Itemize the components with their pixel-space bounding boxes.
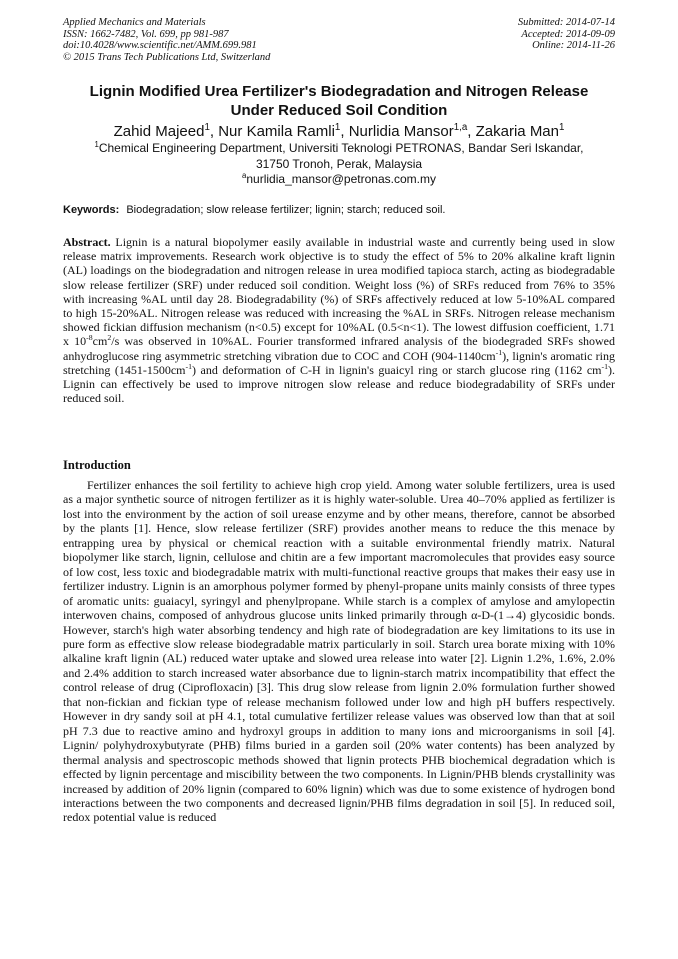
journal-copyright: © 2015 Trans Tech Publications Ltd, Switzerland [63, 51, 271, 63]
journal-issn: ISSN: 1662-7482, Vol. 699, pp 981-987 [63, 28, 229, 40]
abstract-text: ) and deformation of C-H in lignin's guaicyl ring or starch glucose ring (1162 cm [192, 362, 602, 377]
abstract-text: cm [92, 334, 108, 349]
email-text[interactable]: nurlidia_mansor@petronas.com.my [246, 172, 436, 186]
keywords-text: Biodegradation; slow release fertilizer; lignin; starch; reduced soil. [126, 204, 446, 216]
affiliation-mark: 1 [94, 140, 99, 149]
journal-doi[interactable]: doi:10.4028/www.scientific.net/AMM.699.981 [63, 40, 257, 51]
abstract-superscript: -1 [495, 347, 503, 357]
submitted-date: Submitted: 2014-07-14 [517, 17, 615, 28]
abstract-superscript: -8 [86, 333, 93, 343]
title-line-1: Lignin Modified Urea Fertilizer's Biodegradation and Nitrogen Release [89, 83, 589, 100]
abstract-text: ). Lignin can effectively be used to improve nitrogen slow release and reduce biodegradability of SRFs under reduced soil. [63, 362, 615, 406]
accepted-date: Accepted: 2014-09-09 [521, 28, 615, 40]
author-affil-mark: 1 [559, 122, 565, 133]
keywords-label: Keywords: [63, 204, 120, 216]
introduction-paragraph: Fertilizer enhances the soil fertility to achieve high crop yield. Among water soluble fertilizers, urea is used as a major synthetic source of nitrogen fertilizer as it is highly water-soluble. Urea 40–70% applied as fertilizer is lost into the environment by the action of soil urease enzyme and by other means, therefore, cannot be absorbed by the plants [1]. Hence, slow release fertilizer (SRF) provides another means to reduce the this menace by entrapping urea by physical or chemical reaction with a suitable environmental friendly matrix. Natural biopolymer like starch, lignin, cellulose and chitin are a few important macromolecules that provides easy source of low cost, less toxic and biodegradable matrix with multi-functional reactive groups that makes their easy use in fertilizer industry. Lignin is an amorphous polymer formed by phenyl-propane units mainly consists of three types of aromatic units: guaiacyl, syringyl and phenylpropane. While starch is a complex of amylose and amylopectin interwoven chains, composed of anhydrous glucose units linked primarily through α-D-(1→4) glycosidic bonds. However, starch's high water absorbing tendency and high rate of biodegradation are key limitations to its use in pure form as effective slow release biodegradable matrix particularly in soil. Starch urea borate mixing with 10% alkaline kraft lignin (AL) reduced water uptake and slowed urea release into water [2]. Lignin 1.2%, 1.6%, 2.0% and 2.4% addition to starch increased water absorbance due to lignin-starch matrix incompatibility that effect the control release of drug (Ciprofloxacin) [3]. This drug slow release from lignin 2.0% formulation further showed that non-fickian and fickian type of release mechanism followed under low and high pH buffers respectively. However in dry sandy soil at pH 4.1, total cumulative fertilizer release values was observed low than that at soil pH 7.3 due to reactive amino and hydroxyl groups in addition to many ions and microorganisms in soil [4]. Lignin/ polyhydroxybutyrate (PHB) films buried in a garden soil (20% water contents) has been analyzed by thermal analysis and spectroscopic methods showed that lignin protects PHB biochemical degradation which is effected by lignin percentage and miscibility between the two components. In Lignin/PHB blends crystallinity was increased by addition of 20% lignin (compared to 60% lignin) which was due to some existence of hydrogen bond interactions between the two components and decreased lignin/PHB films degradation in soil [5]. In reduced soil, redox potential value is reduced [63, 478, 615, 825]
section-heading-introduction: Introduction [63, 458, 131, 472]
abstract-label: Abstract. [63, 235, 111, 249]
online-date: Online: 2014-11-26 [532, 40, 615, 51]
abstract-text: Lignin is a natural biopolymer easily available in industrial waste and currently being used in slow release matrix improvements. Research work objective is to study the effect of 5% to 20% alkaline kraft lignin (AL) loadings on the biodegradation and nitrogen release in urea modified tapioca starch, acting as biodegradable slow release fertilizer (SRF) under reduced soil condition. Weight loss (%) of SRFs reduced from 76% to 35% with increasing %AL until day 28. Biodegradability (%) of SRFs affectively reduced at low 5-10%AL compared to high 15-20%AL. Nitrogen release was reduced with increasing the %AL in SRFs. Nitrogen release mechanism showed fickian diffusion mechanism (n<0.5) except for 10%AL (0.5<n<1). The lowest diffusion coefficient, 1.71 x 10 [63, 235, 615, 349]
journal-header [63, 17, 363, 63]
affiliation-text: Chemical Engineering Department, Universiti Teknologi PETRONAS, Bandar Seri Iskandar, [98, 141, 584, 155]
author-email[interactable] [63, 172, 615, 188]
author-affil-mark: 1,a [453, 122, 468, 133]
abstract-superscript: 2 [107, 333, 112, 343]
paper-title [63, 82, 615, 120]
abstract-superscript: -1 [185, 361, 192, 371]
author-name: , Zakaria Man [467, 123, 559, 140]
author-affil-mark: 1 [334, 122, 341, 133]
keywords [63, 203, 615, 217]
affiliation-line-2: 31750 Tronoh, Perak, Malaysia [255, 156, 423, 171]
abstract-text: ), lignin's aromatic ring stretching (1451-1500cm [63, 348, 616, 377]
author-name: , Nur Kamila Ramli [209, 123, 335, 140]
submission-dates [415, 17, 615, 52]
journal-name: Applied Mechanics and Materials [63, 17, 206, 28]
title-line-2: Under Reduced Soil Condition [230, 102, 448, 119]
email-mark: a [242, 171, 247, 180]
affiliation [63, 141, 615, 188]
abstract-text: /s was observed in 10%AL. Fourier transformed infrared analysis of the biodegraded SRFs showed anhydroglucose ring asymmetric stretching vibration due to COC and COH (904-1140cm [63, 334, 616, 363]
author-name: Zahid Majeed [113, 123, 205, 140]
affiliation-line-1 [63, 141, 615, 157]
author-list [63, 123, 615, 141]
abstract [63, 235, 615, 405]
author-affil-mark: 1 [204, 122, 210, 133]
abstract-superscript: -1 [601, 361, 608, 371]
author-name: , Nurlidia Mansor [340, 123, 454, 140]
